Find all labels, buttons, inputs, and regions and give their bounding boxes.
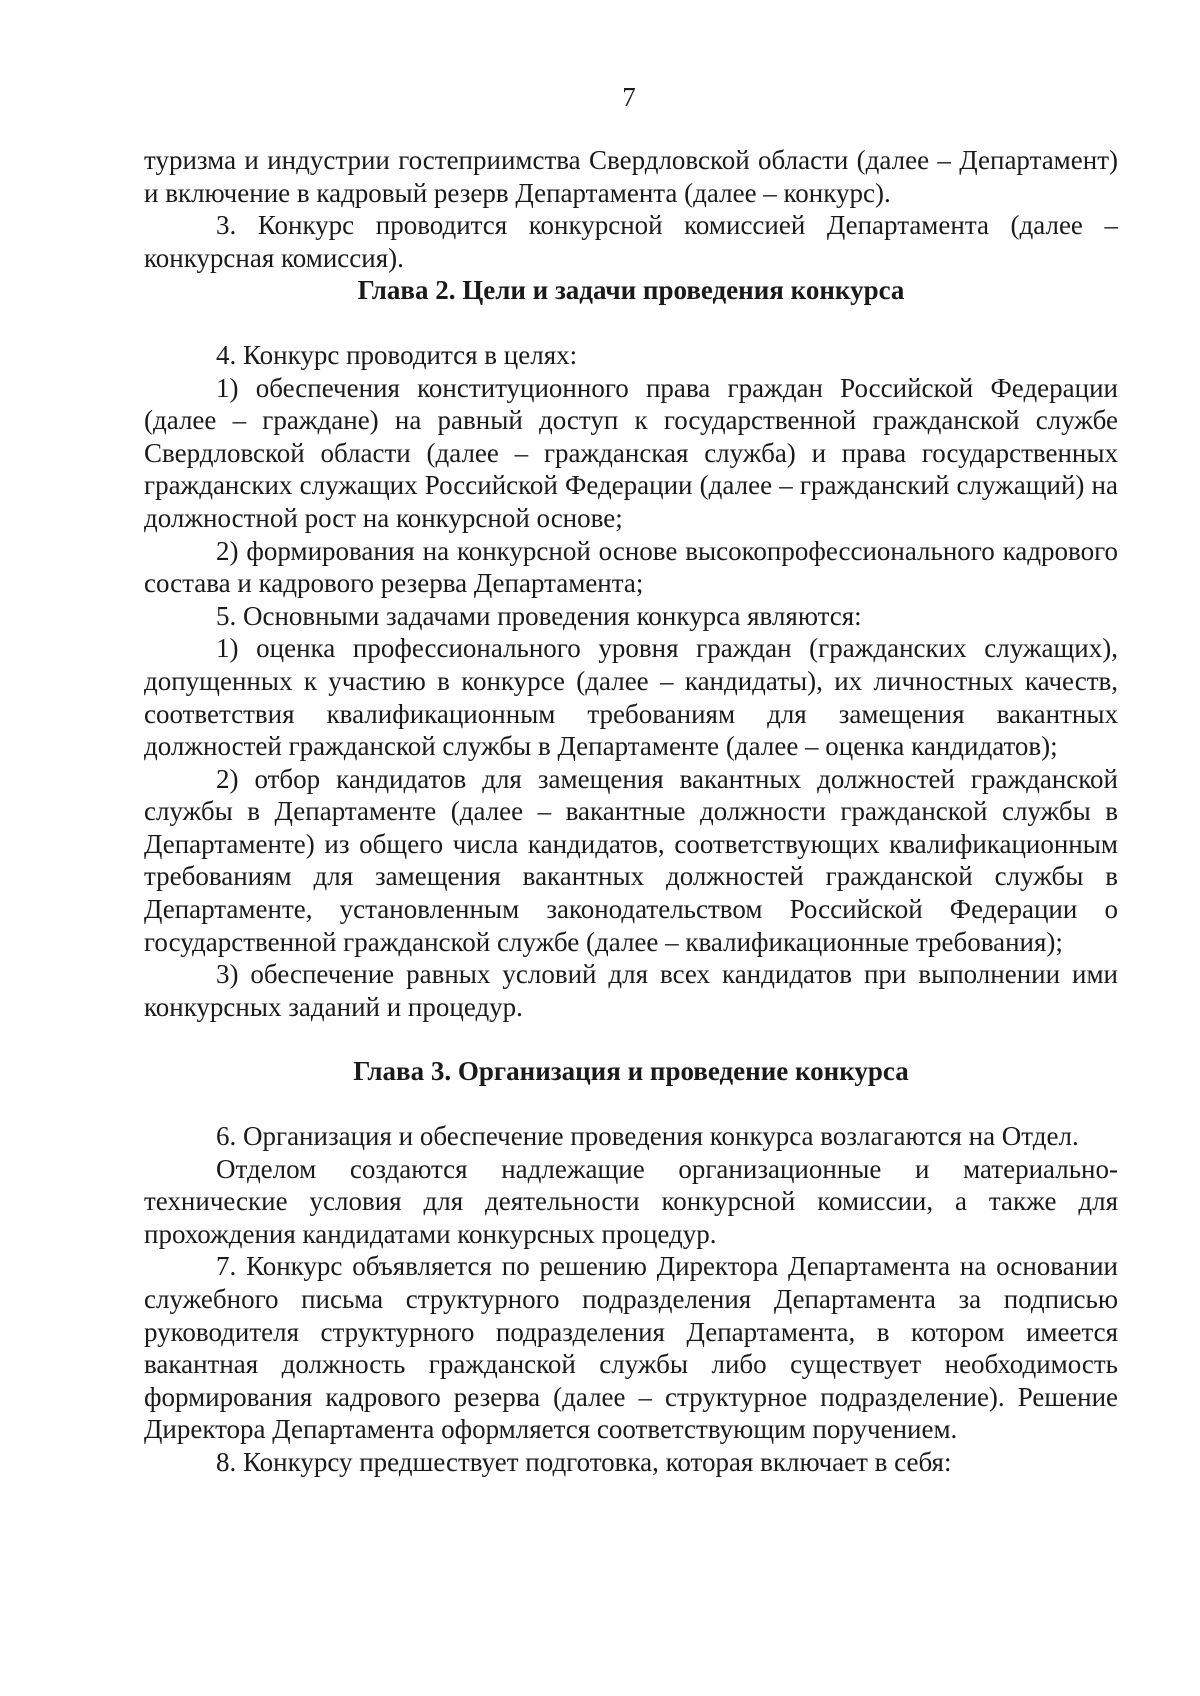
paragraph-5: 5. Основными задачами проведения конкурса являются:	[216, 600, 862, 631]
chapter-2-heading: Глава 2. Цели и задачи проведения конкурса	[357, 275, 905, 306]
paragraph-4-item-1: 1) обеспечения конституционного права граждан Российской Федерации (далее – граждане) на равный доступ к государственной гражданской службе Свердловской области (далее – гражданская служба) и права государственных гражданских служащих Российской Федерации (далее – гражданский служащий) на должностной рост на конкурсной основе;	[144, 372, 1118, 533]
paragraph-5-item-2: 2) отбор кандидатов для замещения вакантных должностей гражданской службы в Департаменте (далее – вакантные должности гражданской службы в Департаменте) из общего числа кандидатов, соответствующих квалификационным требованиям для замещения вакантных должностей гражданской службы в Департаменте, установленным законодательством Российской Федерации о государственной гражданской службе (далее – квалификационные требования);	[144, 763, 1118, 957]
paragraph-6: 6. Организация и обеспечение проведения конкурса возлагаются на Отдел.	[216, 1121, 1079, 1152]
paragraph-5-item-1: 1) оценка профессионального уровня граждан (гражданских служащих), допущенных к участию в конкурсе (далее – кандидаты), их личностных качеств, соответствия квалификационным требованиям для замещения вакантных должностей гражданской службы в Департаменте (далее – оценка кандидатов);	[144, 633, 1118, 762]
paragraph-7: 7. Конкурс объявляется по решению Директора Департамента на основании служебного письма структурного подразделения Департамента за подписью руководителя структурного подразделения Департамента, в котором имеется вакантная должность гражданской службы либо существует необходимость формирования кадрового резерва (далее – структурное подразделение). Решение Директора Департамента оформляется соответствующим поручением.	[144, 1251, 1118, 1445]
paragraph-3: 3. Конкурс проводится конкурсной комиссией Департамента (далее – конкурсная комиссия).	[144, 210, 1118, 273]
spacer	[144, 1023, 1118, 1055]
paragraph-6-continuation: Отделом создаются надлежащие организационные и материально-технические условия для деятельности конкурсной комиссии, а также для прохождения кандидатами конкурсных процедур.	[144, 1153, 1118, 1249]
paragraph-4-item-2: 2) формирования на конкурсной основе высокопрофессионального кадрового состава и кадрового резерва Департамента;	[144, 535, 1118, 599]
document-body	[144, 144, 1118, 1479]
page-number: 7	[622, 82, 636, 112]
paragraph-4: 4. Конкурс проводится в целях:	[216, 339, 578, 370]
spacer	[144, 1088, 1118, 1120]
paragraph-5-item-3: 3) обеспечение равных условий для всех кандидатов при выполнении ими конкурсных заданий и процедур.	[144, 959, 1118, 1022]
chapter-3-heading: Глава 3. Организация и проведение конкурса	[353, 1056, 909, 1087]
paragraph-intro-continuation: туризма и индустрии гостеприимства Свердловской области (далее – Департамент) и включение в кадровый резерв Департамента (далее – конкурс).	[144, 145, 1118, 208]
paragraph-8: 8. Конкурсу предшествует подготовка, которая включает в себя:	[216, 1446, 952, 1477]
spacer	[144, 307, 1118, 339]
